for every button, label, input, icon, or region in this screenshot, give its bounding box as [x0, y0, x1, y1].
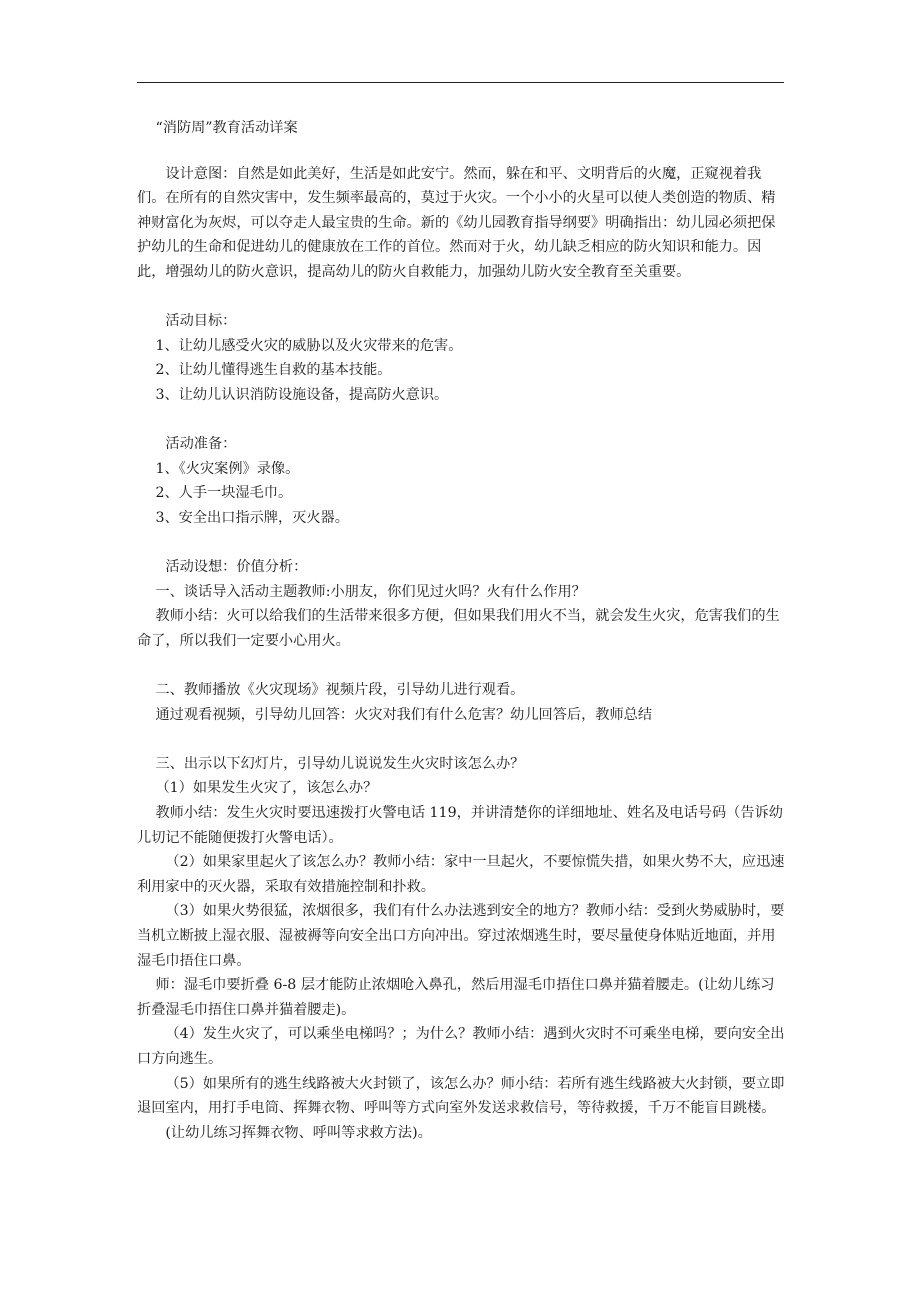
- design-intent-paragraph: 设计意图：自然是如此美好，生活是如此安宁。然而，躲在和平、文明背后的火魔，正窥视着我们。在所有的自然灾害中，发生频率最高的，莫过于火灾。一个小小的火星可以使人类创造的物质、精神财富化为灰烬，可以夺走人最宝贵的生命。新的《幼儿园教育指导纲要》明确指出：幼儿园必须把保护幼儿的生命和促进幼儿的健康放在工作的首位。然而对于火，幼儿缺乏相应的防火知识和能力。因此，增强幼儿的防火意识，提高幼儿的防火自救能力，加强幼儿防火安全教育至关重要。: [137, 165, 776, 280]
- document-title: “消防周”教育活动详案: [155, 120, 298, 136]
- preparation-item: 1、《火灾案例》录像。: [155, 460, 300, 477]
- question-one-summary: 教师小结：发生火灾时要迅速拨打火警电话 119，并讲清楚你的详细地址、姓名及电话号码（告诉幼儿切记不能随便拨打火警电话）。: [137, 805, 783, 846]
- header-rule: [137, 82, 784, 83]
- question-four: （4）发生火灾了，可以乘坐电梯吗？；为什么？教师小结：遇到火灾时不可乘坐电梯，要向安全出口方向逃生。: [137, 1026, 785, 1067]
- goal-item: 2、让幼儿懂得逃生自救的基本技能。: [155, 362, 392, 379]
- question-three: （3）如果火势很猛，浓烟很多，我们有什么办法逃到安全的地方？教师小结：受到火势威胁时，要当机立断披上湿衣服、湿被褥等向安全出口方向冲出。穿过浓烟逃生时，要尽量使身体贴近地面，并用湿毛巾捂住口鼻。: [137, 903, 785, 969]
- goal-item: 3、让幼儿认识消防设施设备，提高防火意识。: [155, 386, 449, 403]
- question-one: （1）如果发生火灾了，该怎么办？: [155, 780, 378, 797]
- preparation-heading: 活动准备：: [165, 436, 237, 453]
- step-one-summary: 教师小结：火可以给我们的生活带来很多方便，但如果我们用火不当，就会发生火灾，危害我们的生命了，所以我们一定要小心用火。: [137, 608, 780, 649]
- document-body: [137, 116, 787, 1145]
- step-two: 二、教师播放《火灾现场》视频片段，引导幼儿进行观看。: [155, 682, 525, 699]
- preparation-item: 3、安全出口指示牌，灭火器。: [155, 509, 349, 526]
- question-two: （2）如果家里起火了该怎么办？教师小结：家中一旦起火，不要惊慌失措，如果火势不大，应迅速利用家中的灭火器，采取有效措施控制和扑救。: [137, 854, 785, 895]
- question-five: （5）如果所有的逃生线路被大火封锁了，该怎么办？师小结：若所有逃生线路被大火封锁，要立即退回室内，用打手电筒、挥舞衣物、呼叫等方式向室外发送求救信号，等待救援，千万不能盲目跳楼。: [137, 1075, 785, 1117]
- preparation-item: 2、人手一块湿毛巾。: [155, 485, 293, 502]
- goals-heading: 活动目标：: [165, 313, 237, 330]
- question-five-practice: (让幼儿练习挥舞衣物、呼叫等求救方法)。: [165, 1124, 432, 1141]
- process-heading: 活动设想：价值分析：: [165, 559, 308, 576]
- step-three: 三、出示以下幻灯片，引导幼儿说说发生火灾时该怎么办？: [155, 755, 525, 772]
- step-one: 一、谈话导入活动主题教师:小朋友，你们见过火吗？火有什么作用？: [155, 583, 586, 600]
- goal-item: 1、让幼儿感受火灾的威胁以及火灾带来的危害。: [155, 337, 463, 354]
- step-two-detail: 通过观看视频，引导幼儿回答：火灾对我们有什么危害？幼儿回答后，教师总结: [155, 706, 653, 723]
- towel-note: 师：湿毛巾要折叠 6-8 层才能防止浓烟呛入鼻孔，然后用湿毛巾捂住口鼻并猫着腰走。(让幼儿练习折叠湿毛巾捂住口鼻并猫着腰走)。: [137, 977, 775, 1018]
